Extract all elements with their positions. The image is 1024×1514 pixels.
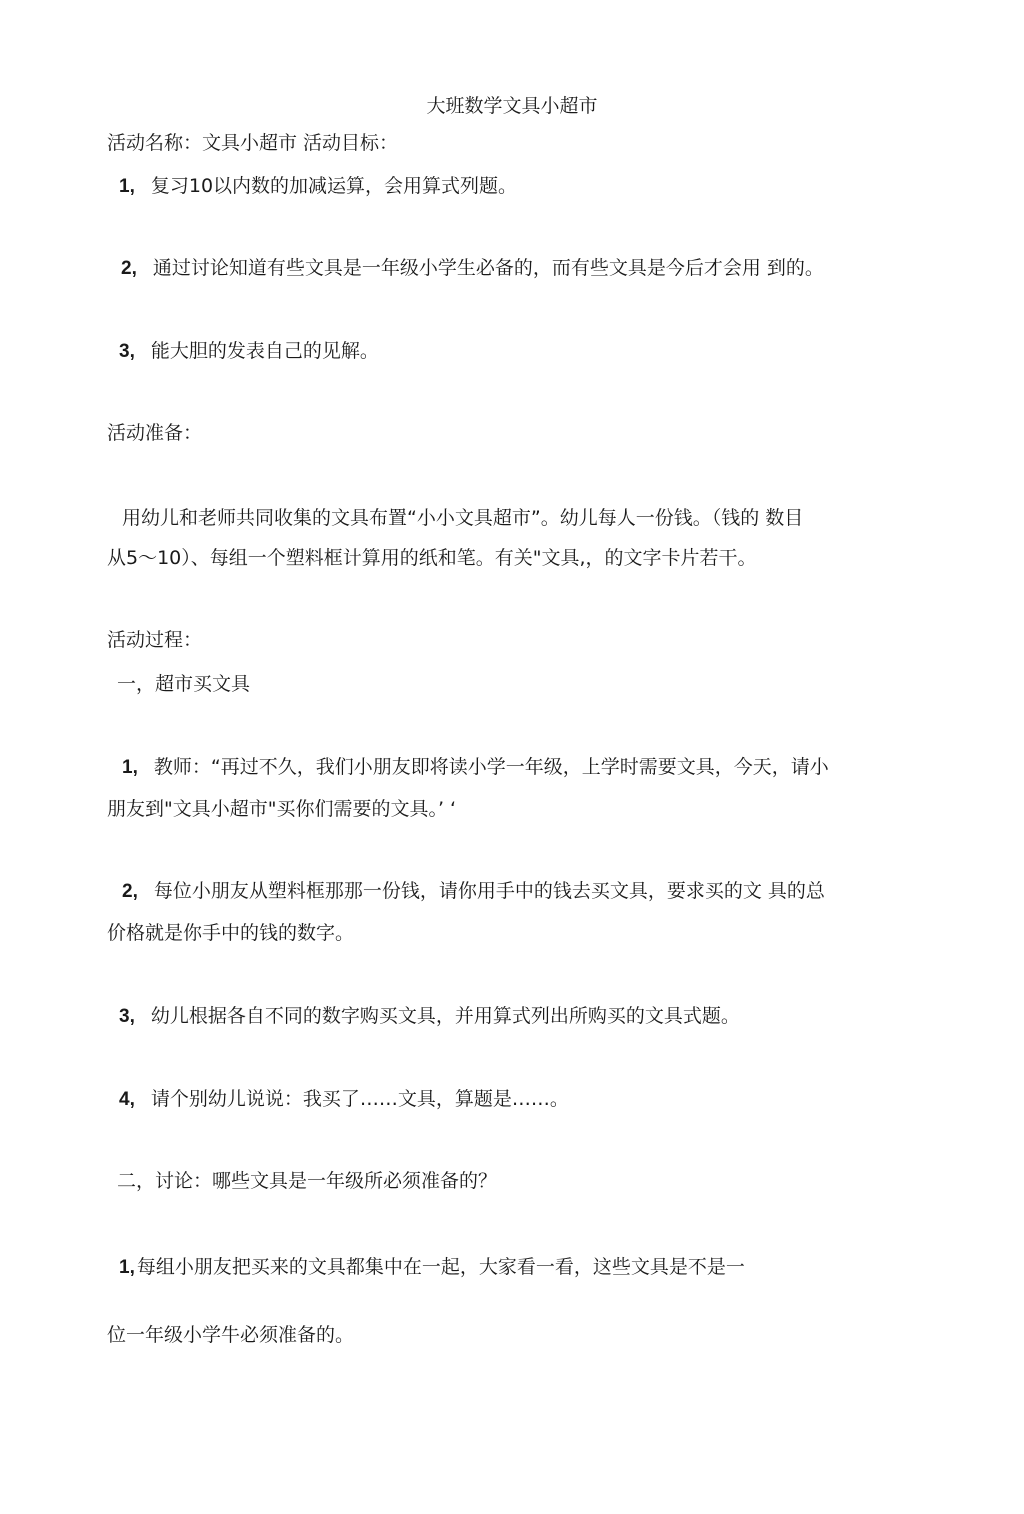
discuss-1-number: 1, [119,1257,135,1278]
goal-3 [119,339,379,364]
goal-2-text: 通过讨论知道有些文具是一年级小学生必备的，而有些文具是今后才会用 到的。 [152,257,824,279]
section-1-heading: 一，超市买文具 [117,673,251,695]
step-3 [119,1004,740,1029]
prep-line-2: 从5～10）、每组一个塑料框计算用的纸和笔。有关"文具,，的文字卡片若干。 [107,547,757,569]
step-2-line-1 [122,879,825,904]
goal-1-number: 1, [119,176,135,197]
step-2-text: 每位小朋友从塑料框那那一份钱，请你用手中的钱去买文具，要求买的文 具的总 [153,880,825,902]
discuss-1-line-2: 位一年级小学牛必须准备的。 [107,1324,355,1346]
step-1-text: 教师：“再过不久，我们小朋友即将读小学一年级，上学时需要文具，今天，请小 [153,756,829,778]
step-4-number: 4, [119,1089,135,1110]
step-1-number: 1, [122,757,138,778]
step-1-line-1 [122,755,829,780]
activity-name-line: 活动名称：文具小超市 活动目标： [107,132,399,154]
process-heading: 活动过程： [107,629,203,651]
step-2-line-2: 价格就是你手中的钱的数字。 [107,922,355,944]
document-title: 大班数学文具小超市 [426,95,598,117]
step-1-line-2: 朋友到"文具小超市"买你们需要的文具。’ ‘ [107,798,457,820]
discuss-1-text: 每组小朋友把买来的文具都集中在一起，大家看一看，这些文具是不是一 [136,1256,745,1278]
step-3-number: 3, [119,1006,135,1027]
goal-3-text: 能大胆的发表自己的见解。 [150,340,379,362]
goal-2 [121,256,824,281]
section-2-heading: 二，讨论：哪些文具是一年级所必须准备的？ [117,1170,498,1192]
goal-1 [119,174,517,199]
prep-heading: 活动准备： [107,422,203,444]
prep-line-1: 用幼儿和老师共同收集的文具布置“小小文具超市”。幼儿每人一份钱。（钱的 数目 [122,507,804,529]
step-4 [119,1087,569,1112]
goal-2-number: 2, [121,258,137,279]
step-4-text: 请个别幼儿说说：我买了……文具，算题是……。 [150,1088,569,1110]
goal-3-number: 3, [119,341,135,362]
step-3-text: 幼儿根据各自不同的数字购买文具，并用算式列出所购买的文具式题。 [150,1005,740,1027]
discuss-1-line-1 [119,1255,745,1280]
step-2-number: 2, [122,881,138,902]
goal-1-text: 复习10以内数的加减运算，会用算式列题。 [150,175,518,197]
